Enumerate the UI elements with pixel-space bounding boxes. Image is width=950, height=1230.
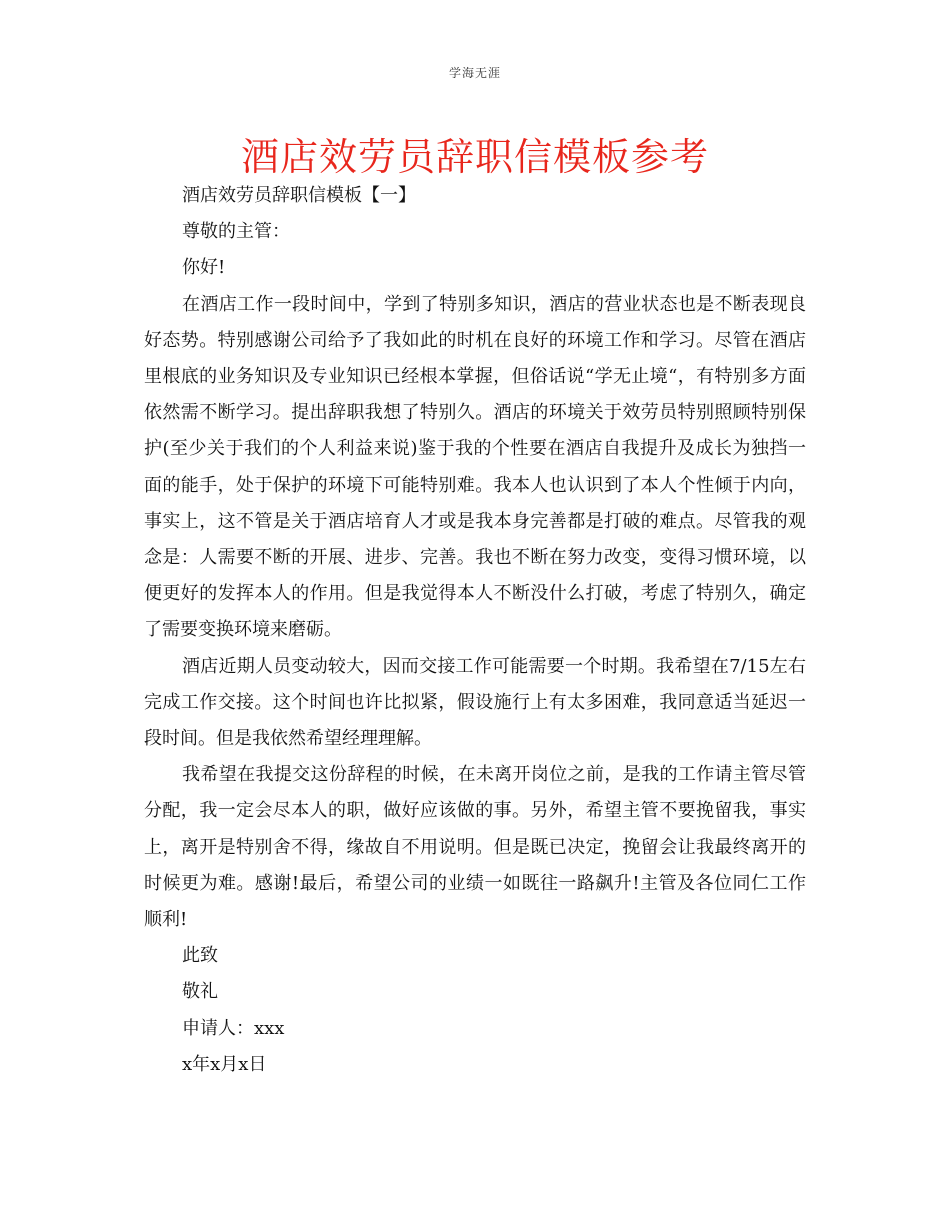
- paragraph-1: 在酒店工作一段时间中，学到了特别多知识，酒店的营业状态也是不断表现良好态势。特别感谢公司给予了我如此的时机在良好的环境工作和学习。尽管在酒店里根底的业务知识及专业知识已经根本掌握，但俗话说“学无止境“，有特别多方面依然需不断学习。提出辞职我想了特别久。酒店的环境关于效劳员特别照顾特别保护(至少关于我们的个人利益来说)鉴于我的个性要在酒店自我提升及成长为独挡一面的能手，处于保护的环境下可能特别难。我本人也认识到了本人个性倾于内向，事实上，这不管是关于酒店培育人才或是我本身完善都是打破的难点。尽管我的观念是：人需要不断的开展、进步、完善。我也不断在努力改变，变得习惯环境，以便更好的发挥本人的作用。但是我觉得本人不断没什么打破，考虑了特别久，确定了需要变换环境来磨砺。: [144, 293, 806, 641]
- salutation: 尊敬的主管：: [182, 221, 290, 243]
- applicant-line: 申请人：xxx: [182, 1017, 285, 1039]
- letter-subtitle: 酒店效劳员辞职信模板【一】: [182, 185, 416, 206]
- closing-line-1: 此致: [182, 945, 218, 967]
- document-title: 酒店效劳员辞职信模板参考: [240, 135, 709, 179]
- closing-line-2: 敬礼: [182, 981, 218, 1003]
- letter-body: [144, 178, 806, 1083]
- date-line: x年x月x日: [182, 1053, 267, 1075]
- greeting: 你好!: [182, 257, 226, 279]
- paragraph-3: 我希望在我提交这份辞程的时候，在未离开岗位之前，是我的工作请主管尽管分配，我一定会尽本人的职，做好应该做的事。另外，希望主管不要挽留我，事实上，离开是特别舍不得，缘故自不用说明。但是既已决定，挽留会让我最终离开的时候更为难。感谢!最后，希望公司的业绩一如既往一路飙升!主管及各位同仁工作顺利!: [144, 764, 806, 931]
- paragraph-2: 酒店近期人员变动较大，因而交接工作可能需要一个时期。我希望在7/15左右完成工作交接。这个时间也许比拟紧，假设施行上有太多困难，我同意适当延迟一段时间。但是我依然希望经理理解。: [144, 655, 806, 750]
- header-note: 学海无涯: [448, 66, 501, 80]
